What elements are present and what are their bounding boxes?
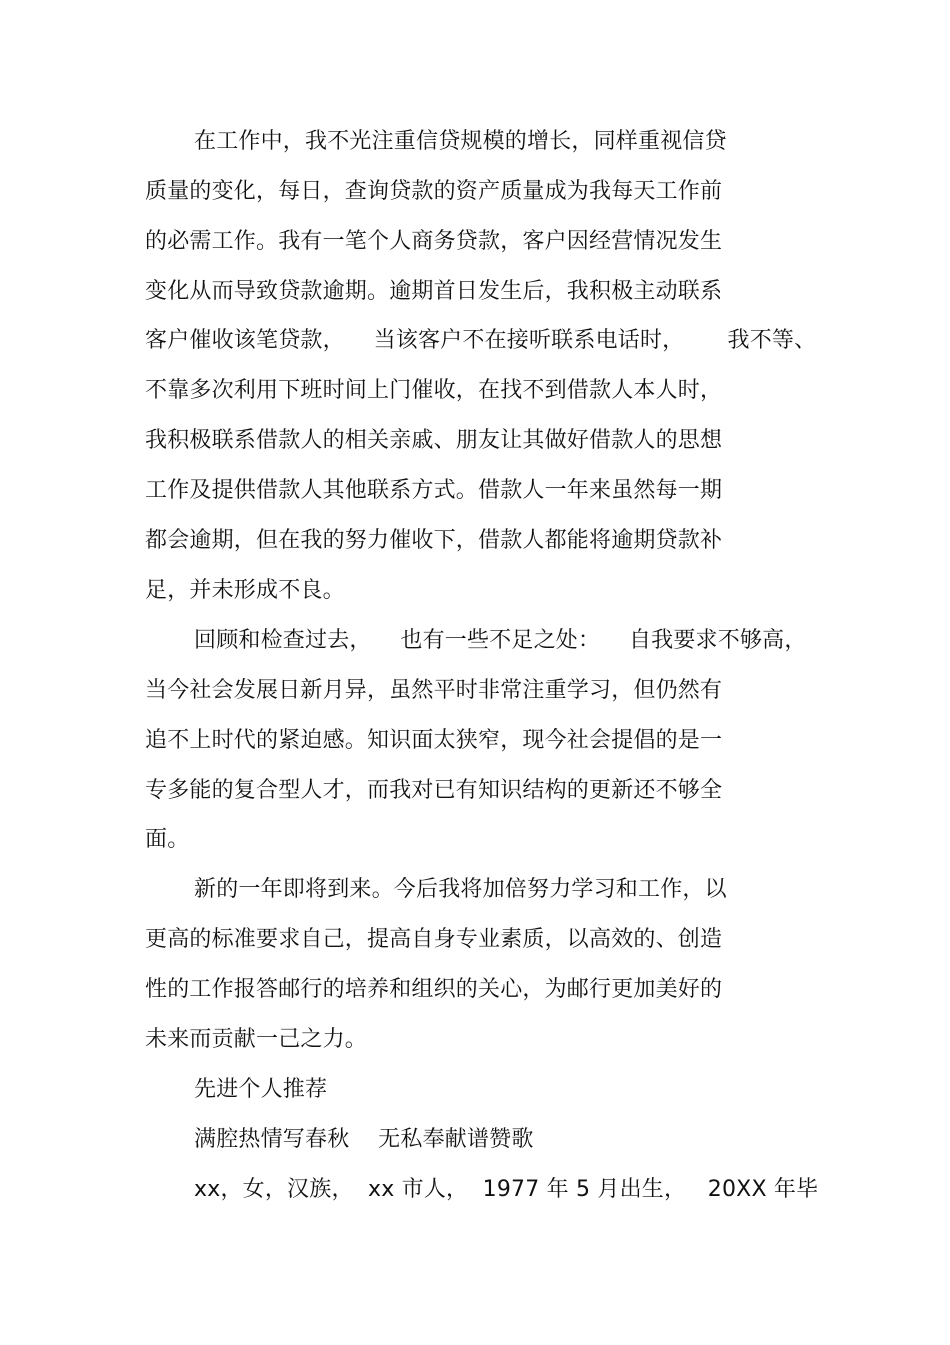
paragraph-line: 工作及提供借款人其他联系方式。借款人一年来虽然每一期 [145, 478, 723, 503]
section-heading: 先进个人推荐 [194, 1077, 328, 1102]
paragraph-line: 不靠多次利用下班时间上门催收，在找不到借款人本人时， [145, 378, 723, 403]
paragraph-line: 更高的标准要求自己，提高自身专业素质，以高效的、创造 [145, 927, 723, 952]
paragraph-line: 专多能的复合型人才，而我对已有知识结构的更新还不够全 [145, 778, 723, 803]
section-subtitle: 满腔热情写春秋 无私奉献谱赞歌 [194, 1127, 534, 1152]
paragraph-line: xx，女，汉族， xx 市人， 1977 年 5 月出生， 20XX 年毕 [194, 1177, 819, 1202]
paragraph-line: 当今社会发展日新月异，虽然平时非常注重学习，但仍然有 [145, 678, 723, 703]
paragraph-line: 变化从而导致贷款逾期。逾期首日发生后，我积极主动联系 [145, 279, 723, 304]
paragraph-line: 回顾和检查过去， 也有一些不足之处： 自我要求不够高， [194, 628, 807, 653]
paragraph-line: 都会逾期，但在我的努力催收下，借款人都能将逾期贷款补 [145, 528, 723, 553]
paragraph-line: 足，并未形成不良。 [145, 578, 345, 603]
paragraph-line: 新的一年即将到来。今后我将加倍努力学习和工作，以 [194, 877, 727, 902]
paragraph-line: 性的工作报答邮行的培养和组织的关心，为邮行更加美好的 [145, 977, 723, 1002]
paragraph-line: 我积极联系借款人的相关亲戚、朋友让其做好借款人的思想 [145, 428, 723, 453]
paragraph-line: 在工作中，我不光注重信贷规模的增长，同样重视信贷 [194, 129, 727, 154]
paragraph-line: 未来而贡献一己之力。 [145, 1027, 368, 1052]
paragraph-line: 客户催收该笔贷款， 当该客户不在接听联系电话时， 我不等、 [145, 328, 817, 353]
paragraph-line: 追不上时代的紧迫感。知识面太狭窄，现今社会提倡的是一 [145, 728, 723, 753]
paragraph-line: 质量的变化，每日，查询贷款的资产质量成为我每天工作前 [145, 179, 723, 204]
paragraph-line: 的必需工作。我有一笔个人商务贷款，客户因经营情况发生 [145, 229, 723, 254]
paragraph-line: 面。 [145, 827, 190, 852]
